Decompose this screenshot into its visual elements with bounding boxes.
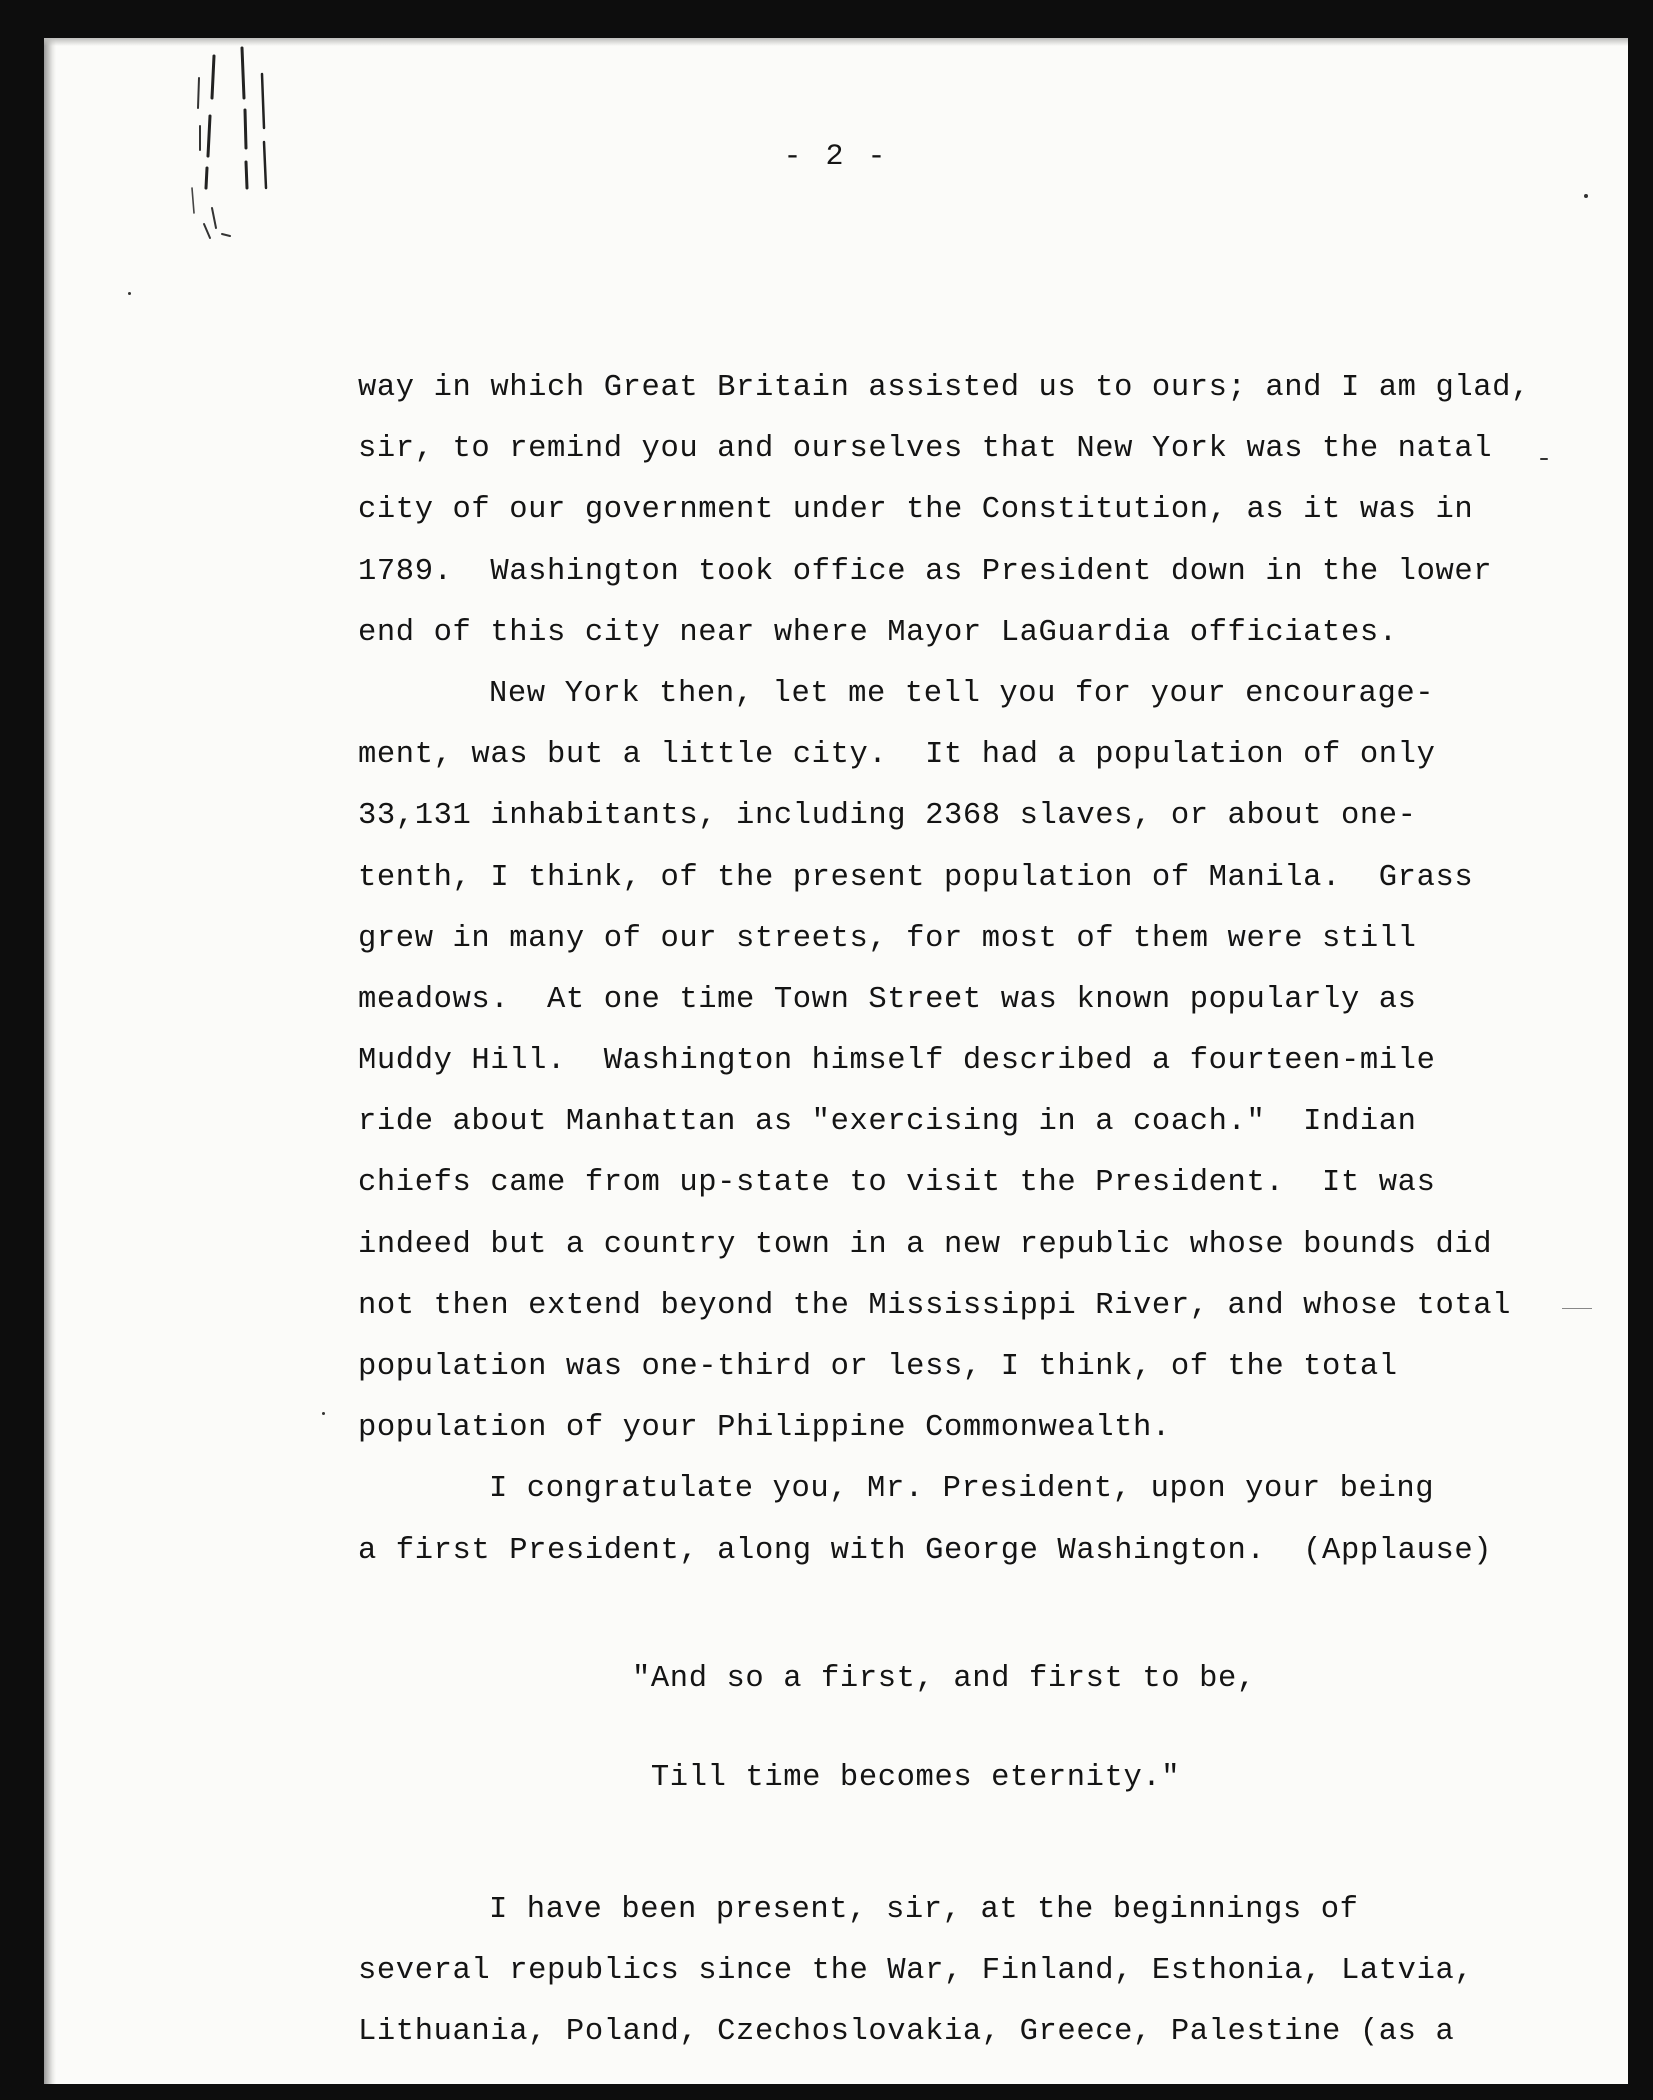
document-page: [44, 38, 1628, 2084]
scan-speck: [1584, 194, 1588, 198]
quote-line: "And so a first, and first to be,: [632, 1661, 1256, 1696]
paragraph-4: [358, 1880, 1548, 2064]
text-line: meadows. At one time Town Street was known popularly as: [358, 982, 1417, 1017]
scan-speck: [322, 1412, 325, 1415]
scan-speck: [1562, 1308, 1592, 1309]
text-line: ride about Manhattan as "exercising in a coach." Indian: [358, 1105, 1417, 1140]
scan-speck: [1540, 458, 1548, 460]
text-line: sir, to remind you and ourselves that New York was the natal: [358, 432, 1493, 467]
text-line: several republics since the War, Finland, Esthonia, Latvia,: [358, 1953, 1474, 1988]
text-line: a first President, along with George Washington. (Applause): [358, 1533, 1493, 1568]
text-line: I congratulate you, Mr. President, upon your being: [489, 1472, 1435, 1507]
page-left-edge-shadow: [44, 38, 56, 2084]
text-line: population of your Philippine Commonwealth.: [358, 1411, 1171, 1446]
text-line: Lithuania, Poland, Czechoslovakia, Greece, Palestine (as a: [358, 2015, 1455, 2050]
text-line: tenth, I think, of the present population of Manila. Grass: [358, 860, 1474, 895]
quote-line: Till time becomes eternity.": [632, 1760, 1181, 1795]
body-text: [358, 358, 1548, 2063]
text-line: not then extend beyond the Mississippi River, and whose total: [358, 1288, 1512, 1323]
paragraph-3: [358, 1459, 1548, 1581]
text-line: population was one-third or less, I think, of the total: [358, 1350, 1398, 1384]
text-line: grew in many of our streets, for most of them were still: [358, 921, 1417, 956]
text-line: way in which Great Britain assisted us to ours; and I am glad,: [358, 371, 1530, 405]
text-line: chiefs came from up-state to visit the President. It was: [358, 1166, 1436, 1201]
text-line: indeed but a country town in a new republic whose bounds did: [358, 1227, 1493, 1262]
text-line: I have been present, sir, at the beginnings of: [489, 1892, 1359, 1927]
page-number: - 2 -: [783, 140, 889, 174]
text-line: 1789. Washington took office as President down in the lower: [358, 554, 1493, 589]
verse-quote: [358, 1582, 1548, 1880]
text-line: Muddy Hill. Washington himself described a fourteen-mile: [358, 1044, 1436, 1079]
text-line: city of our government under the Constitution, as it was in: [358, 493, 1474, 528]
scan-speck: [128, 292, 131, 295]
text-line: 33,131 inhabitants, including 2368 slaves, or about one-: [358, 799, 1417, 834]
paragraph-2: [358, 664, 1548, 1459]
text-line: New York then, let me tell you for your encourage-: [489, 676, 1435, 711]
text-line: ment, was but a little city. It had a population of only: [358, 738, 1436, 773]
paragraph-1: [358, 358, 1548, 664]
text-line: end of this city near where Mayor LaGuardia officiates.: [358, 615, 1398, 650]
